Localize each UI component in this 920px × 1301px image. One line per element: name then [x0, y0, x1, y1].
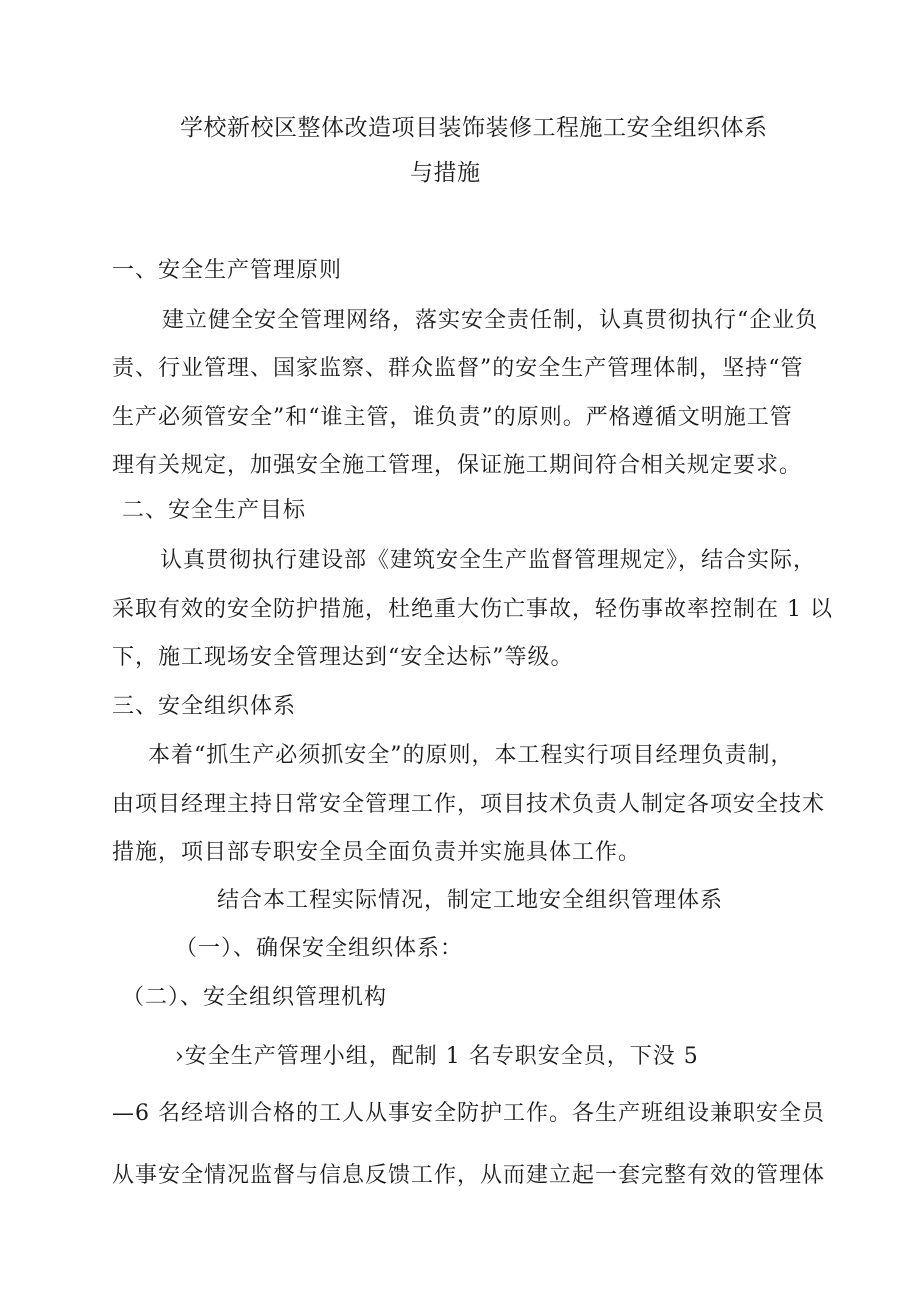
paragraph-line: 结合本工程实际情况，制定工地安全组织管理体系: [217, 888, 724, 913]
paragraph-line: 理有关规定，加强安全施工管理，保证施工期间符合相关规定要求。: [112, 453, 803, 478]
paragraph-line: 认真贯彻执行建设部《建筑安全生产监督管理规定》，结合实际，: [160, 548, 817, 573]
subsection-heading-1: （一）、确保安全组织体系：: [175, 936, 464, 961]
subsection-heading-2: （二）、安全组织管理机构: [122, 985, 388, 1010]
paragraph-line: 措施，项目部专职安全员全面负责并实施具体工作。: [112, 840, 642, 865]
document-title-line-2: 与措施: [410, 160, 481, 186]
paragraph-line: 从事安全情况监督与信息反馈工作，从而建立起一套完整有效的管理体: [112, 1163, 826, 1188]
paragraph-line: 采取有效的安全防护措施，杜绝重大伤亡事故，轻伤事故率控制在 1 以: [112, 597, 833, 622]
paragraph-line: 本着“抓生产必须抓安全”的原则，本工程实行项目经理负责制，: [148, 743, 794, 768]
document-title-line-1: 学校新校区整体改造项目装饰装修工程施工安全组织体系: [180, 115, 768, 141]
section-heading-2: 二、安全生产目标: [122, 498, 307, 523]
paragraph-line: —6 名经培训合格的工人从事安全防护工作。各生产班组设兼职安全员: [112, 1101, 825, 1126]
paragraph-line: 由项目经理主持日常安全管理工作，项目技术负责人制定各项安全技术: [112, 792, 826, 817]
paragraph-line: 建立健全安全管理网络，落实安全责任制，认真贯彻执行“企业负: [162, 308, 819, 333]
section-heading-1: 一、安全生产管理原则: [112, 258, 343, 283]
paragraph-line: 生产必须管安全”和“谁主管，谁负责”的原则。严格遵循文明施工管: [112, 405, 793, 430]
paragraph-line: ›安全生产管理小组，配制 1 名专职安全员，下没 5: [175, 1044, 699, 1069]
section-heading-3: 三、安全组织体系: [112, 694, 297, 719]
paragraph-line: 责、行业管理、国家监察、群众监督”的安全生产管理体制，坚持“管: [112, 356, 804, 381]
paragraph-line: 下，施工现场安全管理达到“安全达标”等级。: [112, 645, 574, 670]
